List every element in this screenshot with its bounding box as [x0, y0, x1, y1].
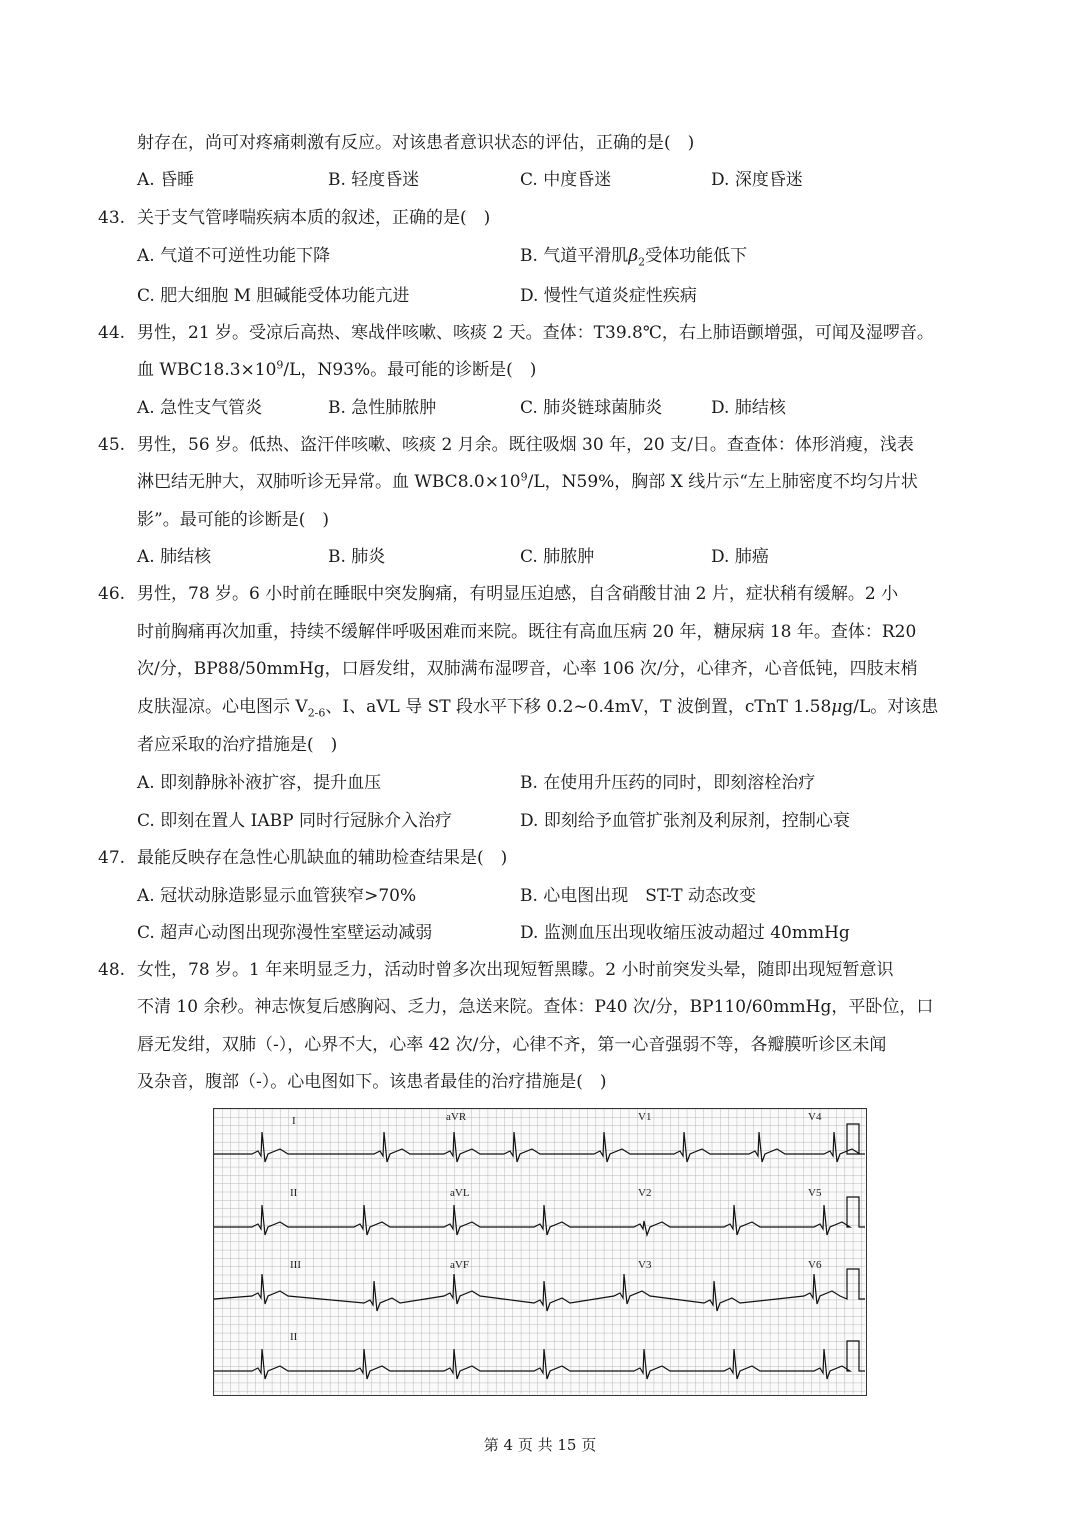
- q44-number: 44.: [98, 323, 126, 343]
- q47-stem-text: 最能反映存在急性心肌缺血的辅助检查结果是( ): [137, 848, 508, 868]
- q46-number: 46.: [98, 584, 126, 604]
- q46-option-a: A. 即刻静脉补液扩容，提升血压: [137, 773, 382, 793]
- beta-subscript: 2: [638, 255, 646, 269]
- q43-option-b-text: B. 气道平滑肌: [520, 246, 629, 266]
- q46-option-b: B. 在使用升压药的同时，即刻溶栓治疗: [520, 773, 816, 793]
- q43-stem-text: 关于支气管哮喘疾病本质的叙述，正确的是( ): [137, 208, 491, 228]
- q45-number: 45.: [98, 435, 126, 455]
- ecg-lead-label: II: [290, 1331, 298, 1343]
- q48-text-line2: 不清 10 余秒。神志恢复后感胸闷、乏力，急送来院。查体：P40 次/分，BP110/60mmHg，平卧位，口: [137, 997, 934, 1017]
- q45-text-line2: [137, 470, 918, 494]
- q43-option-d: D. 慢性气道炎症性疾病: [520, 286, 697, 306]
- ecg-lead-label: V5: [808, 1187, 822, 1199]
- ecg-tracing: [214, 1109, 865, 1394]
- q44-line2-sup: 9: [276, 358, 284, 372]
- q42-option-a: A. 昏睡: [137, 170, 195, 190]
- ecg-lead-label: aVL: [450, 1187, 470, 1199]
- q46-line4-pre: 皮肤湿凉。心电图示 V: [137, 697, 308, 717]
- q47-option-c: C. 超声心动图出现弥漫性室壁运动减弱: [137, 923, 433, 943]
- ecg-lead-label: II: [290, 1187, 298, 1199]
- ecg-trace: [214, 1341, 865, 1379]
- beta-symbol: β: [628, 246, 639, 266]
- q45-option-c: C. 肺脓肿: [520, 547, 595, 567]
- q48-text-line4: 及杂音，腹部（-）。心电图如下。该患者最佳的治疗措施是( ): [137, 1072, 607, 1092]
- ecg-lead-label: V1: [638, 1111, 652, 1123]
- q46-text-line3: 次/分，BP88/50mmHg，口唇发绀，双肺满布湿啰音，心率 106 次/分，心律齐，心音低钝，四肢末梢: [137, 659, 918, 679]
- q47-number: 47.: [98, 848, 126, 868]
- q43-option-c: C. 肥大细胞 M 胆碱能受体功能亢进: [137, 286, 410, 306]
- q46-text-line4: [137, 695, 938, 719]
- ecg-trace: [214, 1269, 865, 1311]
- q43-option-b: [520, 244, 747, 268]
- q44-option-b: B. 急性肺脓肿: [328, 398, 437, 418]
- ecg-lead-label: aVR: [446, 1111, 467, 1123]
- ecg-lead-label: I: [292, 1115, 296, 1127]
- q44-text-line1: 男性，21 岁。受凉后高热、寒战伴咳嗽、咳痰 2 天。查体：T39.8℃，右上肺语颤增强，可闻及湿啰音。: [137, 323, 934, 343]
- q44-line2-pre: 血 WBC18.3×10: [137, 360, 277, 380]
- ecg-trace: [214, 1197, 865, 1235]
- ecg-lead-label: V6: [808, 1259, 822, 1271]
- ecg-lead-label: V4: [808, 1111, 822, 1123]
- q46-text-line1: 男性，78 岁。6 小时前在睡眠中突发胸痛，有明显压迫感，自含硝酸甘油 2 片，症状稍有缓解。2 小: [137, 584, 899, 604]
- q42-stem-text: 射存在，尚可对疼痛刺激有反应。对该患者意识状态的评估，正确的是( ): [137, 133, 695, 153]
- q42-option-b: B. 轻度昏迷: [328, 170, 420, 190]
- q45-line2-post: /L，N59%，胸部 X 线片示“左上肺密度不均匀片状: [527, 472, 918, 492]
- q46-line4-post: 、I、aVL 导 ST 段水平下移 0.2~0.4mV，T 波倒置，cTnT 1.58: [325, 697, 832, 717]
- q44-option-d: D. 肺结核: [711, 398, 786, 418]
- q42-option-d: D. 深度昏迷: [711, 170, 803, 190]
- page-footer: 第 4 页 共 15 页: [483, 1436, 597, 1454]
- q42-option-c: C. 中度昏迷: [520, 170, 612, 190]
- q47-option-d: D. 监测血压出现收缩压波动超过 40mmHg: [520, 923, 850, 943]
- ecg-lead-label: V3: [638, 1259, 652, 1271]
- q45-option-a: A. 肺结核: [137, 547, 212, 567]
- ecg-lead-label: III: [290, 1259, 301, 1271]
- q44-option-a: A. 急性支气管炎: [137, 398, 263, 418]
- mu-symbol: μ: [831, 697, 843, 717]
- q45-line2-pre: 淋巴结无肿大，双肺听诊无异常。血 WBC8.0×10: [137, 472, 521, 492]
- ecg-lead-label: V2: [638, 1187, 652, 1199]
- q45-option-d: D. 肺癌: [711, 547, 769, 567]
- q47-option-b: B. 心电图出现 ST-T 动态改变: [520, 886, 756, 906]
- q44-option-c: C. 肺炎链球菌肺炎: [520, 398, 663, 418]
- q45-text-line1: 男性，56 岁。低热、盗汗伴咳嗽、咳痰 2 月余。既往吸烟 30 年，20 支/日。查查体：体形消瘦，浅表: [137, 435, 914, 455]
- q46-line4-end: g/L。对该患: [842, 697, 939, 717]
- ecg-figure: [213, 1108, 867, 1396]
- q46-line4-sub: 2-6: [307, 706, 326, 720]
- q45-option-b: B. 肺炎: [328, 547, 386, 567]
- q48-text-line3: 唇无发绀，双肺（-），心界不大，心率 42 次/分，心律不齐，第一心音强弱不等，各瓣膜听诊区未闻: [137, 1035, 887, 1055]
- q43-option-b-tail: 受体功能低下: [645, 246, 748, 266]
- ecg-lead-label: aVF: [450, 1259, 469, 1271]
- ecg-trace: [214, 1124, 865, 1162]
- q44-text-line2: [137, 358, 536, 382]
- q43-option-a: A. 气道不可逆性功能下降: [137, 246, 331, 266]
- q48-text-line1: 女性，78 岁。1 年来明显乏力，活动时曾多次出现短暂黑矇。2 小时前突发头晕，随即出现短暂意识: [137, 960, 894, 980]
- q43-number: 43.: [98, 208, 126, 228]
- q46-option-d: D. 即刻给予血管扩张剂及利尿剂，控制心衰: [520, 811, 850, 831]
- q46-text-line5: 者应采取的治疗措施是( ): [137, 735, 338, 755]
- q47-option-a: A. 冠状动脉造影显示血管狭窄>70%: [137, 886, 417, 906]
- q44-line2-post: /L，N93%。最可能的诊断是( ): [283, 360, 537, 380]
- q45-text-line3: 影”。最可能的诊断是( ): [137, 510, 329, 530]
- q46-text-line2: 时前胸痛再次加重，持续不缓解伴呼吸困难而来院。既往有高血压病 20 年，糖尿病 18 年。查体：R20: [137, 622, 917, 642]
- q45-line2-sup: 9: [520, 470, 528, 484]
- q46-option-c: C. 即刻在置人 IABP 同时行冠脉介入治疗: [137, 811, 452, 831]
- q48-number: 48.: [98, 960, 126, 980]
